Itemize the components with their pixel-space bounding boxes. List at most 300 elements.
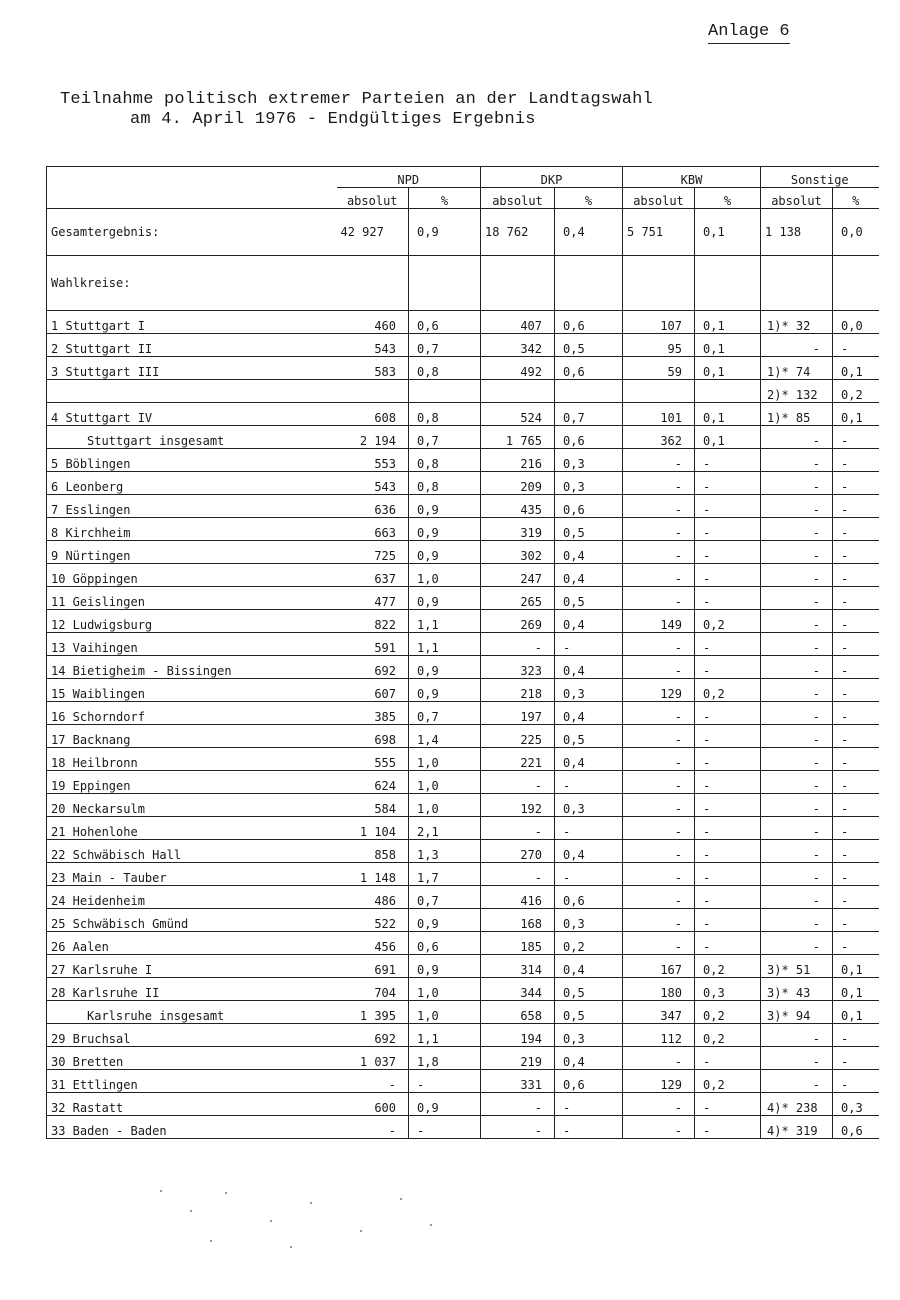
percent-cell: -: [555, 1116, 623, 1139]
percent-cell: 0,5: [555, 587, 623, 610]
percent-cell: [555, 380, 623, 403]
table-row: [47, 955, 879, 978]
absolute-cell: -: [481, 817, 555, 840]
table-row: [47, 794, 879, 817]
table-row: [47, 656, 879, 679]
subheader-absolut: absolut: [337, 188, 409, 209]
absolute-cell: 209: [481, 472, 555, 495]
empty-cell: [695, 256, 761, 311]
table-row: [47, 748, 879, 771]
absolute-cell: -: [623, 656, 695, 679]
total-row: [47, 209, 879, 256]
absolute-cell: 302: [481, 541, 555, 564]
title-line-2: am 4. April 1976 - Endgültiges Ergebnis: [130, 110, 536, 129]
district-name: 29 Bruchsal: [47, 1024, 337, 1047]
percent-cell: 0,5: [555, 1001, 623, 1024]
absolute-cell: 477: [337, 587, 409, 610]
percent-cell: -: [833, 909, 879, 932]
absolute-cell: 219: [481, 1047, 555, 1070]
percent-cell: 0,2: [695, 610, 761, 633]
absolute-cell: 95: [623, 334, 695, 357]
percent-cell: -: [833, 541, 879, 564]
absolute-cell: -: [623, 495, 695, 518]
absolute-cell: 59: [623, 357, 695, 380]
absolute-cell: -: [761, 564, 833, 587]
total-cell: 0,1: [695, 209, 761, 256]
percent-cell: -: [695, 909, 761, 932]
percent-cell: -: [695, 771, 761, 794]
absolute-cell: 129: [623, 679, 695, 702]
percent-cell: 0,6: [555, 1070, 623, 1093]
percent-cell: 1,3: [409, 840, 481, 863]
district-name: 11 Geislingen: [47, 587, 337, 610]
district-name: 9 Nürtingen: [47, 541, 337, 564]
results-table-wrapper: [46, 166, 879, 1139]
header-blank: [47, 188, 337, 209]
percent-cell: -: [555, 817, 623, 840]
table-row: [47, 702, 879, 725]
absolute-cell: 522: [337, 909, 409, 932]
absolute-cell: -: [761, 449, 833, 472]
absolute-cell: 185: [481, 932, 555, 955]
percent-cell: 0,6: [555, 495, 623, 518]
total-cell: 1 138: [761, 209, 833, 256]
table-row: [47, 886, 879, 909]
absolute-cell: 129: [623, 1070, 695, 1093]
absolute-cell: -: [761, 702, 833, 725]
absolute-cell: [481, 380, 555, 403]
percent-cell: 0,6: [409, 932, 481, 955]
absolute-cell: -: [623, 886, 695, 909]
percent-cell: 0,2: [833, 380, 879, 403]
absolute-cell: 225: [481, 725, 555, 748]
total-cell: 0,9: [409, 209, 481, 256]
total-cell: 42 927: [337, 209, 409, 256]
percent-cell: -: [695, 495, 761, 518]
absolute-cell: [337, 380, 409, 403]
table-row: [47, 679, 879, 702]
absolute-cell: -: [337, 1116, 409, 1139]
percent-cell: -: [695, 840, 761, 863]
percent-cell: -: [833, 1070, 879, 1093]
percent-cell: -: [833, 518, 879, 541]
percent-cell: -: [833, 449, 879, 472]
district-name: 18 Heilbronn: [47, 748, 337, 771]
district-name: 7 Esslingen: [47, 495, 337, 518]
percent-cell: 0,2: [695, 955, 761, 978]
absolute-cell: 608: [337, 403, 409, 426]
absolute-cell: 637: [337, 564, 409, 587]
absolute-cell: 314: [481, 955, 555, 978]
absolute-cell: 416: [481, 886, 555, 909]
absolute-cell: -: [623, 748, 695, 771]
absolute-cell: 3)* 43: [761, 978, 833, 1001]
absolute-cell: -: [623, 1047, 695, 1070]
absolute-cell: 218: [481, 679, 555, 702]
absolute-cell: -: [623, 909, 695, 932]
percent-cell: 0,4: [555, 1047, 623, 1070]
empty-cell: [409, 256, 481, 311]
percent-cell: 1,0: [409, 564, 481, 587]
district-name: 23 Main - Tauber: [47, 863, 337, 886]
absolute-cell: -: [761, 518, 833, 541]
absolute-cell: 460: [337, 311, 409, 334]
absolute-cell: -: [623, 564, 695, 587]
wahlkreise-label: Wahlkreise:: [47, 256, 337, 311]
absolute-cell: -: [623, 449, 695, 472]
table-row: [47, 909, 879, 932]
absolute-cell: -: [761, 587, 833, 610]
percent-cell: 0,4: [555, 541, 623, 564]
total-cell: 0,4: [555, 209, 623, 256]
absolute-cell: -: [623, 702, 695, 725]
table-row: [47, 449, 879, 472]
absolute-cell: 347: [623, 1001, 695, 1024]
percent-cell: 1,1: [409, 610, 481, 633]
percent-cell: -: [695, 472, 761, 495]
district-name: 4 Stuttgart IV: [47, 403, 337, 426]
absolute-cell: -: [761, 1024, 833, 1047]
absolute-cell: -: [761, 771, 833, 794]
percent-cell: -: [695, 656, 761, 679]
subheader-row: [47, 188, 879, 209]
document-title: [60, 90, 653, 130]
subheader-percent: %: [833, 188, 879, 209]
percent-cell: 0,3: [555, 449, 623, 472]
results-table-body: [47, 167, 879, 1139]
speck: [210, 1240, 212, 1242]
percent-cell: 0,3: [555, 1024, 623, 1047]
percent-cell: 0,1: [695, 311, 761, 334]
party-header-sonstige: Sonstige: [761, 167, 879, 188]
absolute-cell: -: [761, 725, 833, 748]
percent-cell: 1,0: [409, 748, 481, 771]
percent-cell: -: [833, 587, 879, 610]
district-name: 30 Bretten: [47, 1047, 337, 1070]
percent-cell: 0,9: [409, 656, 481, 679]
percent-cell: -: [833, 886, 879, 909]
percent-cell: -: [833, 472, 879, 495]
table-row: [47, 311, 879, 334]
absolute-cell: 636: [337, 495, 409, 518]
absolute-cell: -: [623, 1116, 695, 1139]
percent-cell: 0,2: [695, 1070, 761, 1093]
percent-cell: 0,6: [555, 357, 623, 380]
total-cell: 5 751: [623, 209, 695, 256]
absolute-cell: 435: [481, 495, 555, 518]
absolute-cell: 1 037: [337, 1047, 409, 1070]
absolute-cell: 385: [337, 702, 409, 725]
absolute-cell: 216: [481, 449, 555, 472]
absolute-cell: -: [623, 518, 695, 541]
absolute-cell: 624: [337, 771, 409, 794]
absolute-cell: -: [623, 541, 695, 564]
percent-cell: -: [695, 587, 761, 610]
party-header-kbw: KBW: [623, 167, 761, 188]
percent-cell: 0,3: [555, 909, 623, 932]
percent-cell: 0,5: [555, 978, 623, 1001]
absolute-cell: 600: [337, 1093, 409, 1116]
absolute-cell: 698: [337, 725, 409, 748]
percent-cell: -: [833, 426, 879, 449]
absolute-cell: 319: [481, 518, 555, 541]
district-name: Karlsruhe insgesamt: [47, 1001, 337, 1024]
table-row: [47, 334, 879, 357]
absolute-cell: 584: [337, 794, 409, 817]
table-row: [47, 564, 879, 587]
absolute-cell: -: [761, 794, 833, 817]
wahlkreise-heading-row: [47, 256, 879, 311]
percent-cell: 0,4: [555, 610, 623, 633]
percent-cell: 0,6: [555, 886, 623, 909]
percent-cell: -: [695, 725, 761, 748]
percent-cell: -: [695, 633, 761, 656]
percent-cell: -: [409, 1070, 481, 1093]
table-row: [47, 725, 879, 748]
absolute-cell: -: [623, 1093, 695, 1116]
percent-cell: 0,6: [409, 311, 481, 334]
absolute-cell: 704: [337, 978, 409, 1001]
percent-cell: -: [833, 794, 879, 817]
empty-cell: [337, 256, 409, 311]
percent-cell: 1,0: [409, 771, 481, 794]
absolute-cell: 1 104: [337, 817, 409, 840]
table-row: [47, 1024, 879, 1047]
absolute-cell: -: [623, 725, 695, 748]
absolute-cell: -: [623, 771, 695, 794]
percent-cell: 0,1: [695, 334, 761, 357]
percent-cell: -: [833, 725, 879, 748]
absolute-cell: 692: [337, 1024, 409, 1047]
table-row: [47, 978, 879, 1001]
absolute-cell: 167: [623, 955, 695, 978]
subheader-percent: %: [695, 188, 761, 209]
district-name: [47, 380, 337, 403]
percent-cell: 0,6: [833, 1116, 879, 1139]
absolute-cell: 247: [481, 564, 555, 587]
absolute-cell: 583: [337, 357, 409, 380]
absolute-cell: 101: [623, 403, 695, 426]
absolute-cell: 112: [623, 1024, 695, 1047]
table-row: [47, 403, 879, 426]
results-table: [46, 166, 879, 1139]
table-row: [47, 495, 879, 518]
absolute-cell: 1)* 74: [761, 357, 833, 380]
percent-cell: 0,2: [695, 1001, 761, 1024]
district-name: 19 Eppingen: [47, 771, 337, 794]
percent-cell: -: [409, 1116, 481, 1139]
percent-cell: 0,1: [833, 1001, 879, 1024]
percent-cell: -: [833, 633, 879, 656]
subheader-percent: %: [409, 188, 481, 209]
absolute-cell: 221: [481, 748, 555, 771]
percent-cell: -: [695, 817, 761, 840]
absolute-cell: 456: [337, 932, 409, 955]
total-label: Gesamtergebnis:: [47, 209, 337, 256]
subheader-percent: %: [555, 188, 623, 209]
percent-cell: -: [833, 610, 879, 633]
percent-cell: -: [833, 334, 879, 357]
percent-cell: 0,1: [833, 955, 879, 978]
absolute-cell: -: [761, 472, 833, 495]
speck: [290, 1246, 292, 1248]
absolute-cell: -: [481, 633, 555, 656]
percent-cell: 0,4: [555, 656, 623, 679]
district-name: 27 Karlsruhe I: [47, 955, 337, 978]
percent-cell: 0,4: [555, 955, 623, 978]
table-row: [47, 932, 879, 955]
absolute-cell: -: [623, 863, 695, 886]
subheader-absolut: absolut: [481, 188, 555, 209]
table-row: [47, 633, 879, 656]
percent-cell: -: [695, 932, 761, 955]
table-row: [47, 817, 879, 840]
percent-cell: 0,0: [833, 311, 879, 334]
absolute-cell: 4)* 319: [761, 1116, 833, 1139]
percent-cell: 0,3: [555, 794, 623, 817]
percent-cell: -: [695, 564, 761, 587]
absolute-cell: 543: [337, 334, 409, 357]
absolute-cell: 197: [481, 702, 555, 725]
percent-cell: 0,1: [695, 403, 761, 426]
absolute-cell: 858: [337, 840, 409, 863]
district-name: 31 Ettlingen: [47, 1070, 337, 1093]
scan-speckles: [150, 1180, 450, 1260]
percent-cell: 2,1: [409, 817, 481, 840]
percent-cell: 1,0: [409, 1001, 481, 1024]
absolute-cell: -: [481, 1116, 555, 1139]
percent-cell: 1,0: [409, 978, 481, 1001]
absolute-cell: 3)* 94: [761, 1001, 833, 1024]
district-name: 12 Ludwigsburg: [47, 610, 337, 633]
percent-cell: -: [555, 633, 623, 656]
absolute-cell: 822: [337, 610, 409, 633]
absolute-cell: -: [481, 1093, 555, 1116]
subheader-absolut: absolut: [761, 188, 833, 209]
absolute-cell: 265: [481, 587, 555, 610]
district-name: 10 Göppingen: [47, 564, 337, 587]
speck: [310, 1202, 312, 1204]
percent-cell: 0,5: [555, 518, 623, 541]
absolute-cell: [623, 380, 695, 403]
percent-cell: -: [833, 863, 879, 886]
table-row: [47, 863, 879, 886]
absolute-cell: 1)* 32: [761, 311, 833, 334]
percent-cell: 0,3: [555, 472, 623, 495]
total-cell: 18 762: [481, 209, 555, 256]
percent-cell: -: [695, 794, 761, 817]
district-name: 5 Böblingen: [47, 449, 337, 472]
percent-cell: -: [833, 771, 879, 794]
table-row: [47, 1047, 879, 1070]
district-name: 6 Leonberg: [47, 472, 337, 495]
absolute-cell: 270: [481, 840, 555, 863]
absolute-cell: 543: [337, 472, 409, 495]
percent-cell: 0,2: [695, 679, 761, 702]
absolute-cell: 658: [481, 1001, 555, 1024]
percent-cell: 1,4: [409, 725, 481, 748]
percent-cell: 0,1: [833, 357, 879, 380]
absolute-cell: 1 148: [337, 863, 409, 886]
absolute-cell: -: [761, 610, 833, 633]
absolute-cell: -: [761, 633, 833, 656]
absolute-cell: -: [481, 771, 555, 794]
absolute-cell: -: [761, 932, 833, 955]
absolute-cell: -: [761, 909, 833, 932]
table-row: [47, 380, 879, 403]
absolute-cell: 663: [337, 518, 409, 541]
percent-cell: -: [695, 518, 761, 541]
district-name: 26 Aalen: [47, 932, 337, 955]
percent-cell: [409, 380, 481, 403]
percent-cell: 0,7: [409, 426, 481, 449]
absolute-cell: 407: [481, 311, 555, 334]
district-name: 14 Bietigheim - Bissingen: [47, 656, 337, 679]
percent-cell: 0,3: [695, 978, 761, 1001]
absolute-cell: -: [761, 1070, 833, 1093]
percent-cell: -: [695, 449, 761, 472]
absolute-cell: 194: [481, 1024, 555, 1047]
percent-cell: -: [833, 932, 879, 955]
absolute-cell: 149: [623, 610, 695, 633]
absolute-cell: 168: [481, 909, 555, 932]
absolute-cell: 331: [481, 1070, 555, 1093]
percent-cell: -: [833, 1024, 879, 1047]
absolute-cell: 269: [481, 610, 555, 633]
absolute-cell: -: [623, 932, 695, 955]
percent-cell: 0,1: [833, 403, 879, 426]
speck: [270, 1220, 272, 1222]
percent-cell: -: [833, 840, 879, 863]
district-name: 13 Vaihingen: [47, 633, 337, 656]
absolute-cell: 691: [337, 955, 409, 978]
percent-cell: 0,3: [833, 1093, 879, 1116]
percent-cell: 0,4: [555, 748, 623, 771]
district-name: 33 Baden - Baden: [47, 1116, 337, 1139]
absolute-cell: 323: [481, 656, 555, 679]
percent-cell: 0,9: [409, 495, 481, 518]
percent-cell: -: [695, 748, 761, 771]
percent-cell: 0,2: [695, 1024, 761, 1047]
absolute-cell: 362: [623, 426, 695, 449]
absolute-cell: 725: [337, 541, 409, 564]
table-row: [47, 1116, 879, 1139]
speck: [400, 1198, 402, 1200]
percent-cell: 0,1: [695, 357, 761, 380]
percent-cell: -: [833, 748, 879, 771]
absolute-cell: -: [761, 495, 833, 518]
district-name: 2 Stuttgart II: [47, 334, 337, 357]
absolute-cell: 524: [481, 403, 555, 426]
absolute-cell: 180: [623, 978, 695, 1001]
absolute-cell: 553: [337, 449, 409, 472]
percent-cell: 0,4: [555, 702, 623, 725]
district-name: 20 Neckarsulm: [47, 794, 337, 817]
percent-cell: 1,7: [409, 863, 481, 886]
percent-cell: -: [695, 863, 761, 886]
percent-cell: 0,7: [409, 886, 481, 909]
absolute-cell: 1 395: [337, 1001, 409, 1024]
absolute-cell: -: [337, 1070, 409, 1093]
party-header-row: [47, 167, 879, 188]
speck: [225, 1192, 227, 1194]
absolute-cell: -: [623, 817, 695, 840]
percent-cell: 0,9: [409, 679, 481, 702]
table-row: [47, 1093, 879, 1116]
speck: [430, 1224, 432, 1226]
table-row: [47, 541, 879, 564]
percent-cell: -: [555, 1093, 623, 1116]
